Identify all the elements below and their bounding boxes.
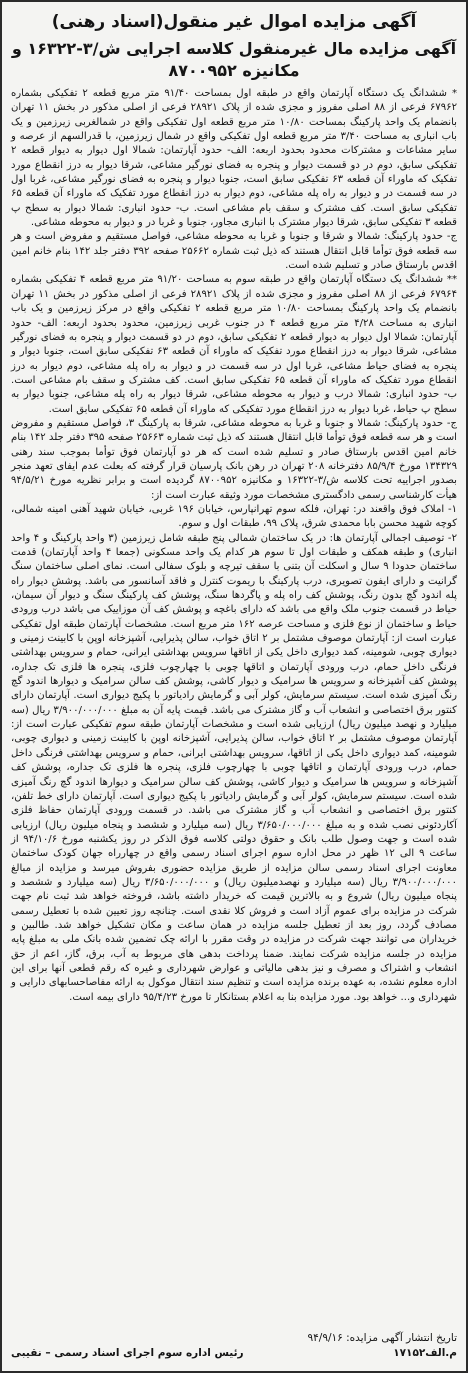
paragraph-second-apartment: ** ششدانگ یک دستگاه آپارتمان واقع در طبقه سوم به مساحت ۹۱/۲۰ متر مربع قطعه ۴ تفکیکی بشماره ۶۷۹۶۴ فرعی از ۸۸ اصلی مفروز و مجزی شده از پلاک ۲۸۹۲۱ فرعی از اصلی مذکور در بخش ۱۱ تهران بانضمام یک واحد پارکینگ بمساحت ۱۰/۸۰ متر مربع قطعه ۲ تفکیکی واقع در مرکز زیرزمین و یک باب انباری به مساحت ۴/۲۸ متر مربع قطعه ۴ در جنوب غربی زیرزمین، محدود بحدود اربعه: الف- حدود آپارتمان: شمالا اول دیوار به دیوار قطعه ۲ تفکیکی سابق، دوم در دو قسمت دیوار و پنجره به فضای نورگیر مشاعی، شرقا دیوار به درز انقطاع مورد تفکیک که ماوراء آن قطعه ۶۳ تفکیکی سابق است، جنوبا دیوار و پنجره به فضای حیاط مشاعی، غربا اول در سه قسمت در و دیوار به راه پله مشاعی، دوم دیوار به درز انقطاع مورد تفکیک که ماوراء آن قطعه ۶۵ تفکیکی سابق است. کف مشترک و سقف بام مشاعی است. ب- حدود انباری: شمالا درب و دیوار به محوطه مشاعی، شرقا دیوار به راه پله مشاعی، جنوبا دیوار به سطح پ حیاط، غربا دیوار به درز انقطاع مورد تفکیکی که ماوراء آن قطعه ۶۵ تفکیکی سابق است. [11,274,458,415]
signature-line: رئیس اداره سوم اجرای اسناد رسمی – نقیبی [11,1347,244,1359]
paragraph-first-parking: ج- حدود پارکینگ: شمالا و شرقا و جنوبا و غربا به محوطه مشاعی، فواصل مستقیم و مفروض است و هر سه قطعه فوق توأما قابل انتقال هستند که ذیل ثبت شماره ۲۵۶۶۲ صفحه ۳۹۲ دفتر جلد ۱۴۲ بنام خانم امین اقدس بارستاق صادر و تسلیم شده است. [11,231,457,272]
paragraph-second-parking: ج- حدود پارکینگ: شمالا و جنوبا و غربا به محوطه مشاعی، شرقا به پارکینگ ۳، فواصل مستقیم و مفروض است و هر سه قطعه فوق توأما قابل انتقال هستند که ذیل ثبت شماره ۲۵۶۶۳ صفحه ۳۹۵ دفتر جلد ۱۴۲ بنام خانم امین اقدس بارستاق صادر و تسلیم شده است که هر دو آپارتمان فوق توأما بموجب سند رهنی ۱۳۴۳۲۹ مورخ ۸۵/۹/۴ دفترخانه ۲۰۸ تهران در رهن بانک پارسیان قرار گرفته که بعلت عدم ایفای تعهد منجر بصدور اجراییه تحت کلاسه ش/۳-۱۶۳۲۲ و مکانیزه ۸۷۰۰۹۵۲ گردیده است و برابر نظریه مورخ ۹۴/۵/۲۱ هیأت کارشناسی رسمی دادگستری مشخصات مورد وثیقه عبارت است از: [11,417,458,501]
notice-footer [11,1331,457,1361]
notice-subtitle: آگهی مزایده مال غیرمنقول کلاسه اجرایی ش/۳-۱۶۳۲۲ و مکانیزه ۸۷۰۰۹۵۲ [11,39,457,80]
publication-date: تاریخ انتشار آگهی مزایده: ۹۴/۹/۱۶ [307,1332,457,1344]
paragraph-description: ۲- توصیف اجمالی آپارتمان ها: در یک ساختمان شمالی پنج طبقه شامل زیرزمین (۳ واحد پارکینگ و ۴ واحد انباری) و طبقه همکف و طبقات اول تا سوم هر کدام یک واحد مسکونی (جمعا ۴ واحد آپارتمان) قدمت ساختمان حدودا ۹ سال و اسکلت آن بتنی با سقف تیرچه و بلوک سفالی است. نمای اصلی ساختمان سنگ گرانیت و دارای ایفون تصویری، درب پارکینگ با ریموت کنترل و فاقد آسانسور می باشد. پوشش دیوار راه پله اندود گچ بدون رنگ، پوشش کف راه پله و پاگردها سنگ، پوشش کف پارکینگ سنگ و دیوار آن سیمان، حیاط در قسمت جنوب ملک واقع می باشد که دارای باغچه و پوشش کف آن موزاییک می باشد درب ورودی حیاط و ساختمان از نوع فلزی و مساحت عرصه ۱۶۲ متر مربع است. مشخصات آپارتمان طبقه اول تفکیکی عبارت است از: آپارتمان موصوف مشتمل بر ۲ اتاق خواب، سالن پذیرایی، آشپزخانه اوپن با کابینت زمینی و دیواری چوبی، شومینه، کمد دیواری داخل یکی از اتاقها سرویس بهداشتی ایرانی، حمام و سرویس بهداشتی فرنگی داخل حمام، درب ورودی آپارتمان و اتاقها چوبی با چهارچوب فلزی، پنجره ها فلزی تک جداره، پوشش کف آشپزخانه و سرویس ها سرامیک و دیوار کاشی، پوشش کف سالن سرامیک و دیوارها اندود گچ رنگ آمیزی شده است. سیستم سرمایش، کولر آبی و گرمایش رادیاتور با پکیج دیواری است. آپارتمان دارای کنتور برق اختصاصی و انشعاب آب و گاز مشترک می باشد. قیمت پایه آن به مبلغ ۳/۹۰۰/۰۰۰/۰۰۰ ریال (سه میلیارد و نهصد میلیون ریال) ارزیابی شده است و مشخصات آپارتمان طبقه سوم تفکیکی عبارت است از: آپارتمان موصوف مشتمل بر ۲ اتاق خواب، سالن پذیرایی، آشپزخانه اوپن با کابینت زمینی و دیواری چوبی، شومینه، کمد دیواری داخل یکی از اتاقها، سرویس بهداشتی ایرانی، حمام و سرویس بهداشتی فرنگی داخل حمام، درب ورودی آپارتمان و اتاقها چوبی با چهارچوب فلزی، پنجره ها فلزی تک جداره، پوشش کف آشپزخانه و سرویس ها سرامیک و دیوار کاشی، پوشش کف سالن سرامیک و دیوارها اندود گچ رنگ آمیزی شده است. سیستم سرمایش، کولر آبی و گرمایش رادیاتور با پکیج دیواری است. آپارتمان دارای خط تلفن، کنتور برق اختصاصی و انشعاب آب و گاز مشترک می باشد. در قسمت ورودی آپارتمان حفاظ فلزی آکاردئونی نصب شده و به مبلغ ۳/۶۵۰/۰۰۰/۰۰۰ ریال (سه میلیارد و ششصد و پنجاه میلیون ریال) ارزیابی شده است و جهت وصول طلب بانک و حقوق دولتی کلاسه فوق الذکر در روز یکشنبه مورخ ۹۴/۱۰/۶ از ساعت ۹ الی ۱۲ ظهر در محل اداره سوم اجرای اسناد رسمی واقع در چهارراه جهان کودک ساختمان معاونت اجرای اسناد رسمی سالن مزایده از طریق مزایده حضوری بفروش میرسد و مزایده از مبالغ ۳/۹۰۰/۰۰۰/۰۰۰ ریال (سه میلیارد و نهصدمیلیون ریال) و ۳/۶۵۰/۰۰۰/۰۰۰ ریال (سه میلیارد و ششصد و پنجاه میلیون ریال) شروع و به بالاترین قیمت که خریدار داشته باشد، فروخته خواهد شد ثبت نام جهت شرکت در مزایده برای عموم آزاد است و فروش کلا نقدی است. چنانچه روز تعیین شده با تعطیل رسمی مصادف گردد، روز بعد از تعطیل جلسه مزایده در همان ساعت و مکان تشکیل خواهد شد. طالبین و خریداران می توانند جهت شرکت در مزایده در وقت مقرر با ارائه چک تضمین شده بانک ملی به مبلغ پایه مزایده در جلسه مزایده شرکت نمایند. ضمنا پرداخت بدهی های مربوط به آب، برق، گاز، اعم از حق انشعاب و اشتراک و مصرف و نیز بدهی مالیاتی و عوارض شهرداری و غیره که رقم قطعی آنها برای این اداره معلوم نشده، به عهده برنده مزایده است و تنظیم سند انتقال موکول به ارائه مفاصاحسابهای دارایی و شهرداری و... خواهد بود. مورد مزایده بنا به اعلام بستانکار تا مورخ ۹۵/۴/۲۳ دارای بیمه است. [11,532,458,1003]
notice-code: م.الف۱۷۱۵۲ [393,1347,457,1359]
paragraph-address: ۱- املاک فوق واقعند در: تهران، فلکه سوم تهرانپارس، خیابان ۱۹۶ غربی، خیابان شهید آهنی امینه شمالی، کوچه شهید محسن بابا محمدی شرق، پلاک ۹۹، طبقات اول و سوم. [11,503,458,530]
notice-title: آگهی مزایده اموال غیر منقول(اسناد رهنی) [51,12,417,32]
footer-signature-row [11,1346,457,1361]
paragraph-first-apartment: * ششدانگ یک دستگاه آپارتمان واقع در طبقه اول بمساحت ۹۱/۴۰ متر مربع قطعه ۲ تفکیکی بشماره ۶۷۹۶۲ فرعی از ۸۸ اصلی مفروز و مجزی شده از پلاک ۲۸۹۲۱ فرعی از اصلی مذکور در بخش ۱۱ تهران بانضمام یک واحد پارکینگ بمساحت ۱۰/۸۰ متر مربع قطعه اول تفکیکی واقع در شمالغربی زیرزمین و یک باب انباری به مساحت ۳/۴۰ متر مربع قطعه اول تفکیکی واقع در شمال زیرزمین، با قدرالسهم از عرصه و سایر مشاعات و مشترکات محدود بحدود اربعه: الف- حدود آپارتمان: شمالا اول دیوار به دیوار قطعه ۲ تفکیکی سابق، دوم در دو قسمت دیوار و پنجره به فضای نورگیر مشاعی، شرقا دیوار به درز انقطاع مورد تفکیک که ماوراء آن قطعه ۶۳ تفکیکی سابق است، جنوبا دیوار و پنجره به فضای نورگیر مشاعی، غربا اول در سه قسمت در و دیوار به راه پله مشاعی، دوم دیوار به درز انقطاع مورد تفکیک که ماوراء آن قطعه ۶۵ تفکیکی سابق است. کف مشترک و سقف بام مشاعی است. ب- حدود انباری: شمالا دیوار به سطح پ قطعه ۳ تفکیکی سابق، شرقا دیوار مشترک با انباری مجاور، جنوبا و غربا در و دیوار به محوطه مشاعی. [11,88,457,229]
notice-content [11,10,457,1363]
notice-body [11,87,457,1005]
